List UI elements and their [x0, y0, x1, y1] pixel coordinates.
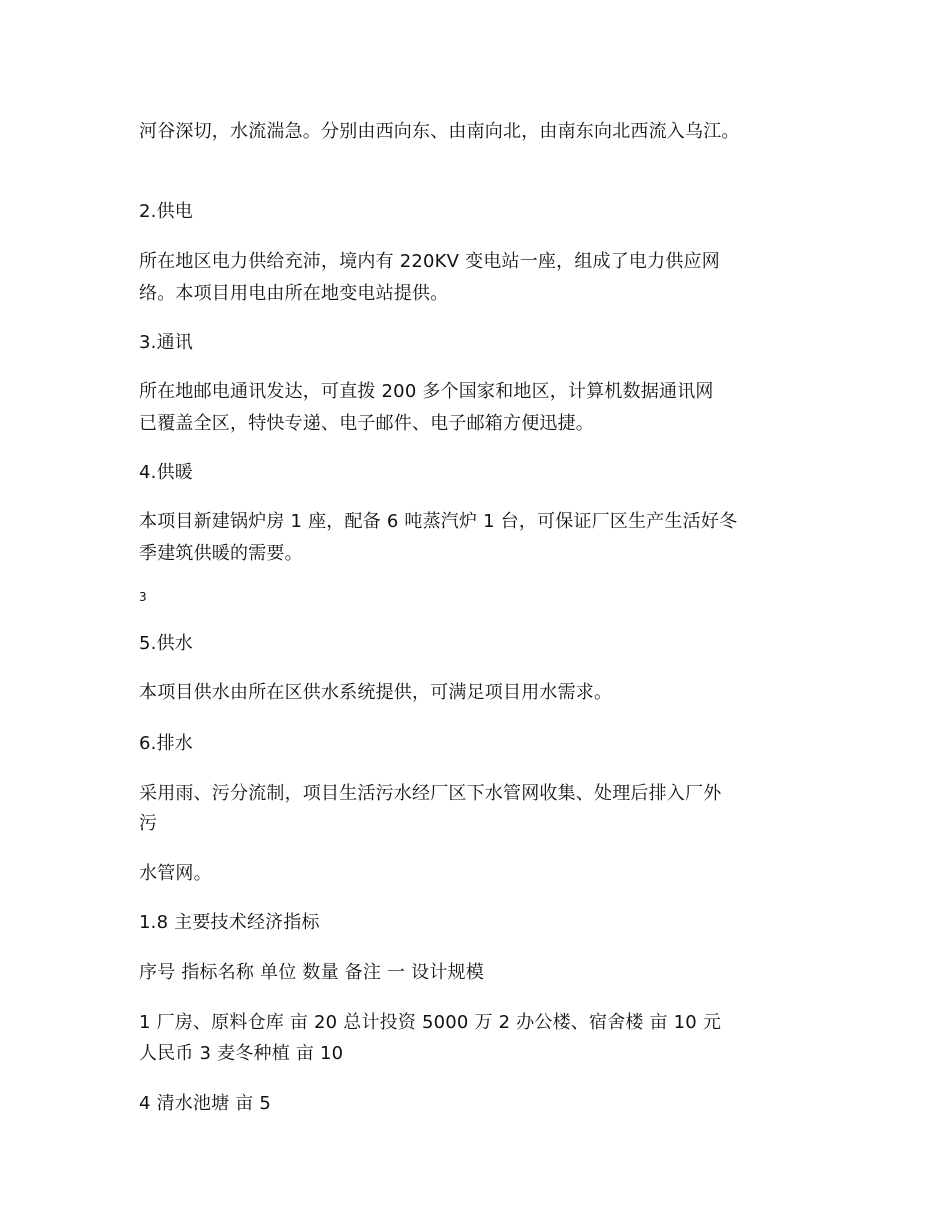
- heading-water-supply: 5.供水: [139, 633, 193, 654]
- paragraph-water-supply: 本项目供水由所在区供水系统提供，可满足项目用水需求。: [139, 682, 613, 703]
- paragraph-heating-line-2: 季建筑供暖的需要。: [139, 543, 303, 564]
- paragraph-drainage-line-3: 水管网。: [139, 863, 212, 884]
- heading-power-supply: 2.供电: [139, 201, 193, 222]
- paragraph-communication-line-2: 已覆盖全区，特快专递、电子邮件、电子邮箱方便迅捷。: [139, 413, 594, 434]
- indicator-header-row: 序号 指标名称 单位 数量 备注 一 设计规模: [139, 962, 484, 983]
- paragraph-power-line-2: 络。本项目用电由所在地变电站提供。: [139, 283, 449, 304]
- indicator-row-line-1: 1 厂房、原料仓库 亩 20 总计投资 5000 万 2 办公楼、宿舍楼 亩 10 元: [139, 1012, 722, 1033]
- heading-communication: 3.通讯: [139, 332, 193, 353]
- indicator-row-line-2: 人民币 3 麦冬种植 亩 10: [139, 1043, 344, 1064]
- heading-heating: 4.供暖: [139, 462, 193, 483]
- paragraph-heating-line-1: 本项目新建锅炉房 1 座，配备 6 吨蒸汽炉 1 台，可保证厂区生产生活好冬: [139, 511, 738, 532]
- paragraph-drainage-line-2: 污: [139, 813, 158, 834]
- page-number: 3: [139, 590, 147, 604]
- paragraph-drainage-line-1: 采用雨、污分流制，项目生活污水经厂区下水管网收集、处理后排入厂外: [139, 783, 722, 804]
- indicator-row-line-3: 4 清水池塘 亩 5: [139, 1093, 272, 1114]
- paragraph-communication-line-1: 所在地邮电通讯发达，可直拨 200 多个国家和地区，计算机数据通讯网: [139, 381, 714, 402]
- heading-indicators: 1.8 主要技术经济指标: [139, 912, 320, 933]
- heading-drainage: 6.排水: [139, 733, 193, 754]
- paragraph-power-line-1: 所在地区电力供给充沛，境内有 220KV 变电站一座，组成了电力供应网: [139, 251, 720, 272]
- paragraph-river-line: 河谷深切，水流湍急。分别由西向东、由南向北，由南东向北西流入乌江。: [139, 121, 740, 142]
